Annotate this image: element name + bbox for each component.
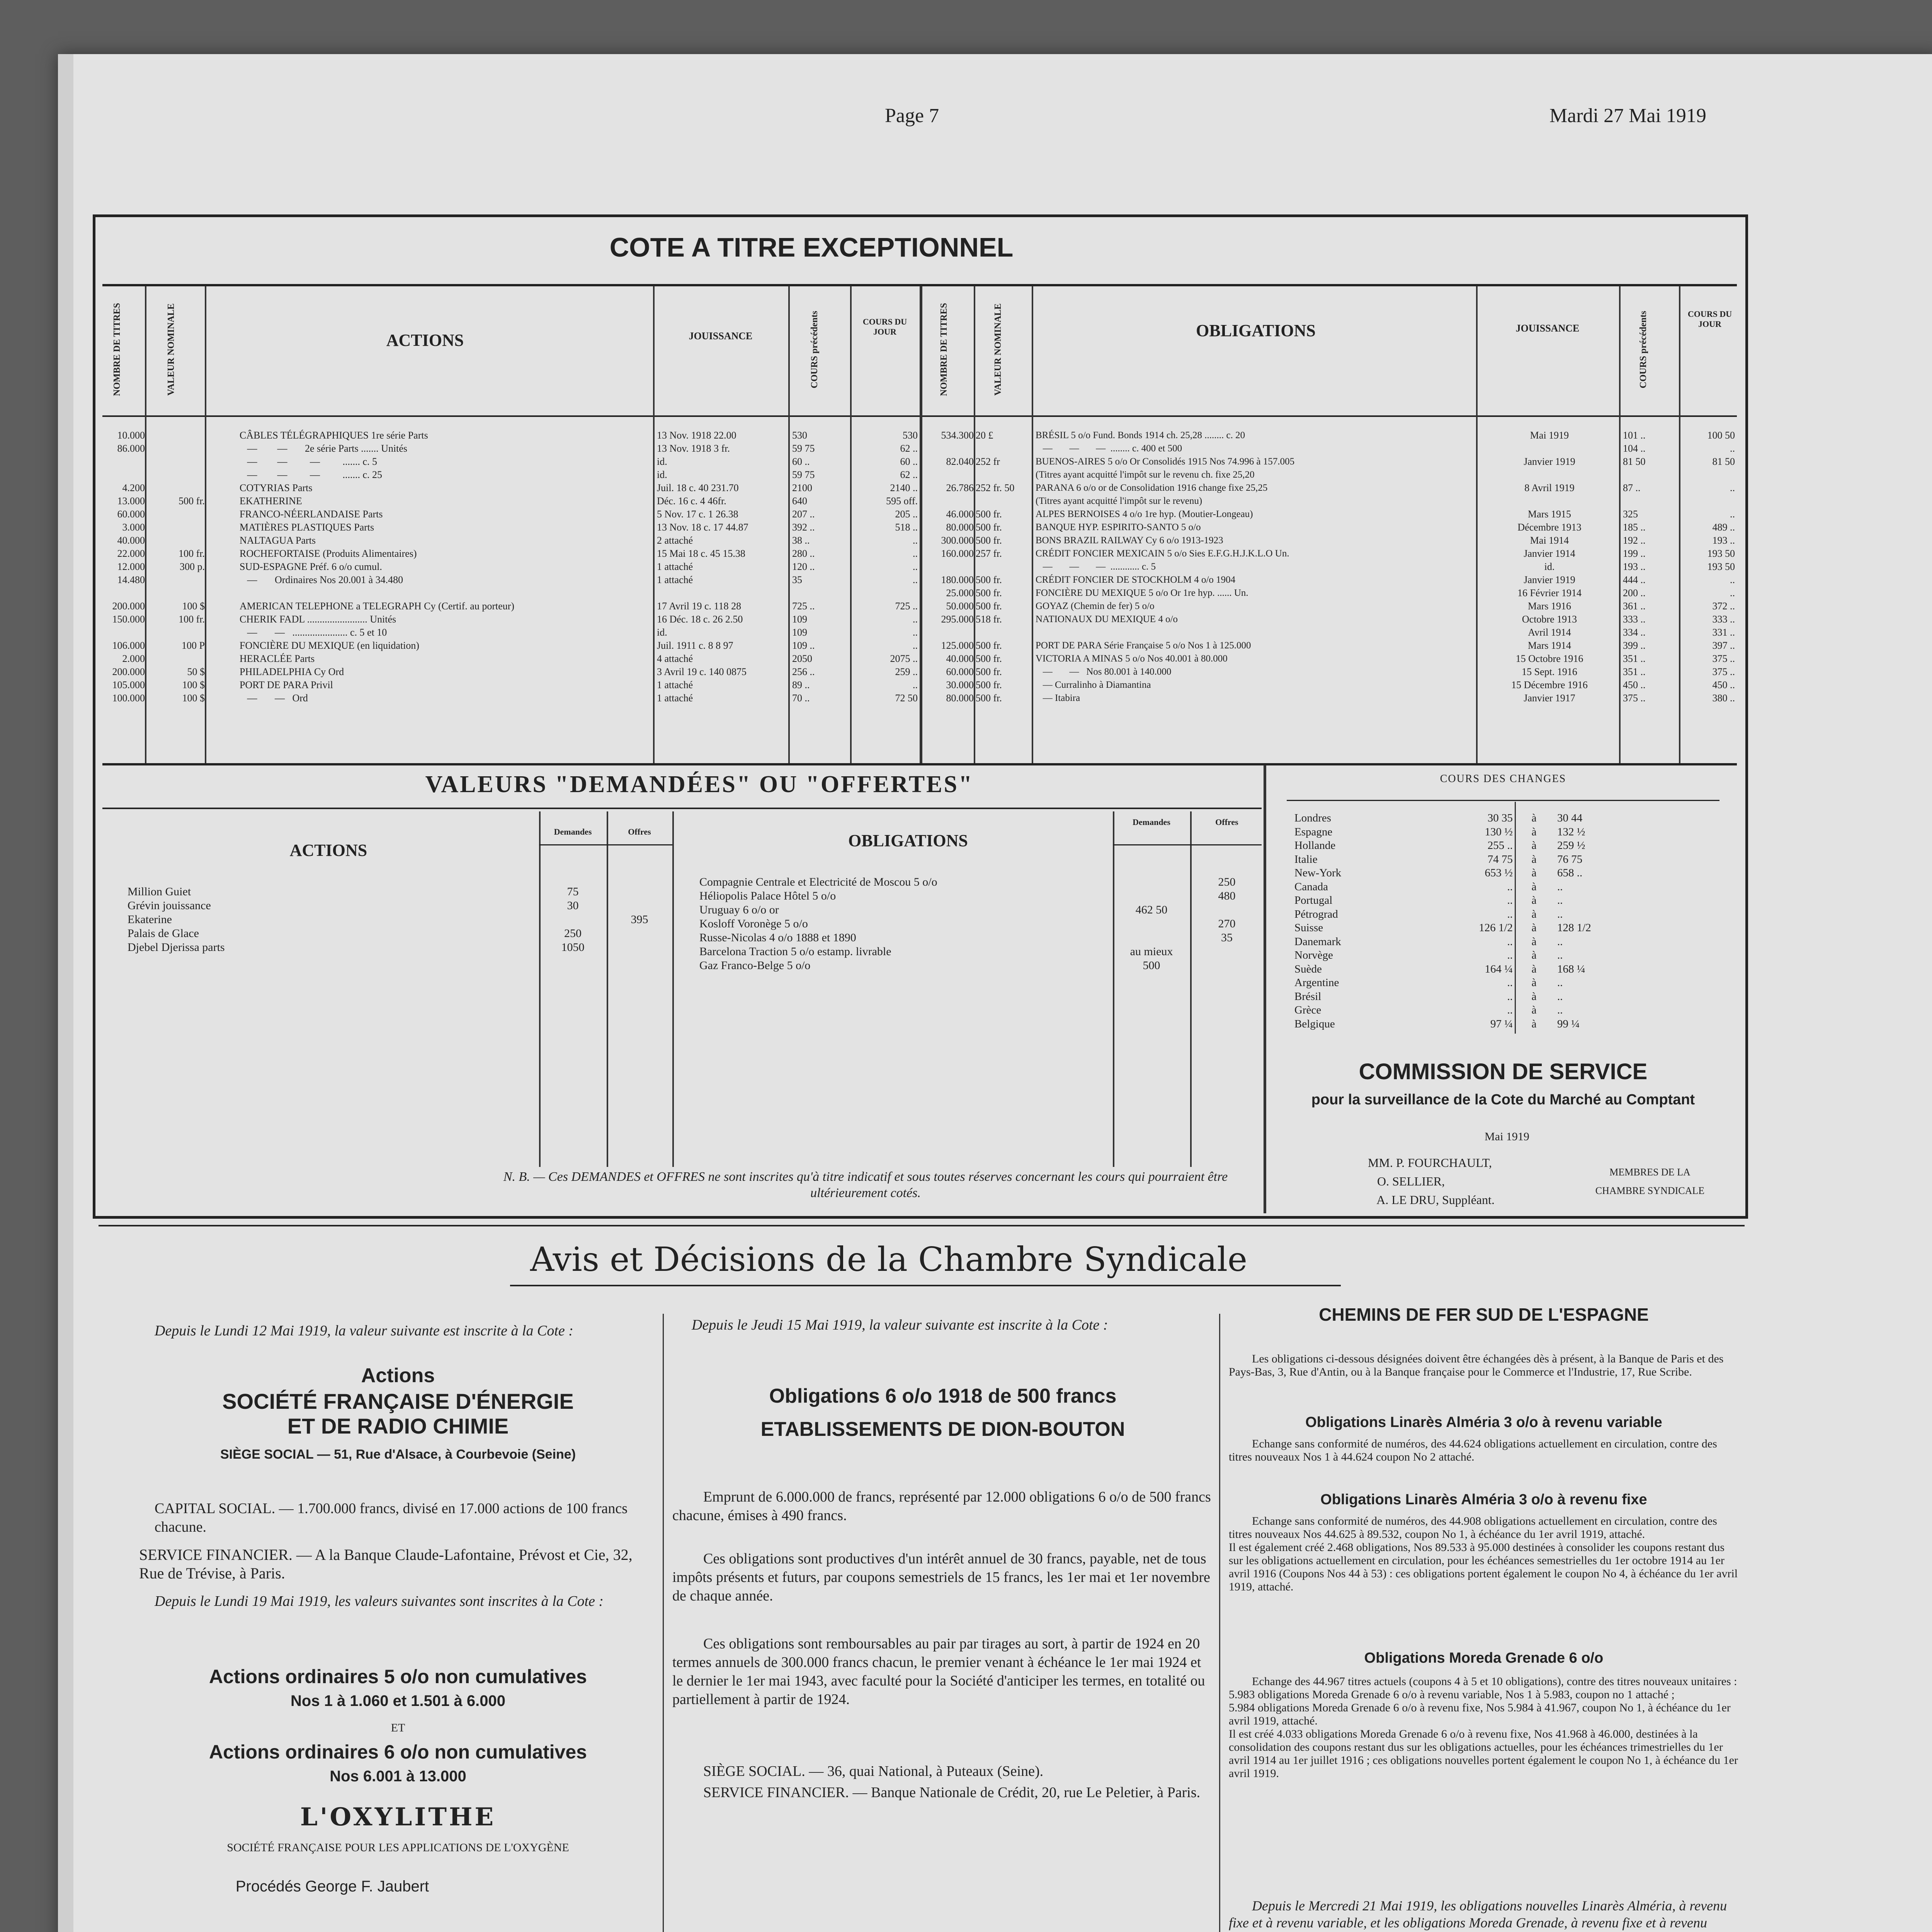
avis-col3-p5: Depuis le Mercredi 21 Mai 1919, les obligations nouvelles Linarès Alméria, à revenu fixe et à revenu variable, et les obligations Moreda Grenade, à revenu fixe et à revenu	[1229, 1898, 1727, 1930]
avis-col1-et: ET	[391, 1721, 405, 1734]
avis-col3-h1: Obligations Linarès Alméria 3 o/o à revenu variable	[1305, 1414, 1662, 1430]
right-nombre-values: 534.300 82.040 26.786 46.000 80.000 300.000 160.000 180.000 25.000 50.000 295.000 125.000 40.000 60.000 30.000 80.000	[941, 430, 974, 704]
demandes-title: VALEURS "DEMANDÉES" OU "OFFERTES"	[425, 771, 974, 798]
avis-col3-p3: Echange sans conformité de numéros, des 44.908 obligations actuellement en circulation, contre des titres nouveaux Nos 44.625 à 89.532, coupon No 1, à échéance du 1er avril 1919, attaché. Il est également créé 2.468 obligations, Nos 89.533 à 95.000 destinées à consolider les coupons restant dus sur les obligations actuellement en circulation, pour les échéances semestrielles du 1er octobre 1914 au 1er avril 1916 (Coupons Nos 44 à 53) : ces obligations portent également le coupon No 4, à échéance du 1er avril 1919, attaché.	[1229, 1515, 1738, 1593]
avis-col1-nos1: Nos 1 à 1.060 et 1.501 à 6.000	[291, 1692, 505, 1709]
left-jouissance-values: 13 Nov. 1918 22.00 13 Nov. 1918 3 fr. id. id. Juil. 18 c. 40 231.70 Déc. 16 c. 4 46fr. 5 Nov. 17 c. 1 26.38 13 Nov. 18 c. 17 44.87 2 attaché 15 Mai 18 c. 45 15.38 1 attaché 1 attaché 17 Avril 19 c. 118 28 16 Déc. 18 c. 26 2.50 id. Juil. 1911 c. 8 8 97 4 attaché 3 Avril 19 c. 140 0875 1 attaché 1 attaché	[657, 430, 748, 704]
demandes-oblig-off: 250 480 270 35	[1218, 876, 1236, 944]
changes-names: Londres Espagne Hollande Italie New-York Canada Portugal Pétrograd Suisse Danemark Norvège Suède Argentine Brésil Grèce Belgique	[1294, 812, 1342, 1030]
cote-title: COTE A TITRE EXCEPTIONNEL	[609, 232, 1014, 262]
col-cours-precedents: COURS précédents	[810, 311, 820, 389]
col-cours-jour: COURS DU JOUR	[862, 317, 907, 337]
avis-col2-title: Obligations 6 o/o 1918 de 500 francs ETABLISSEMENTS DE DION-BOUTON	[760, 1385, 1125, 1440]
avis-col1-procedes: Procédés George F. Jaubert	[235, 1878, 429, 1895]
avis-col2-service: SERVICE FINANCIER. — Banque Nationale de Crédit, 20, rue Le Peletier, à Paris.	[703, 1784, 1201, 1801]
col-jouissance-oblig: JOUISSANCE	[1515, 323, 1580, 334]
avis-col1-company: SOCIÉTÉ FRANÇAISE D'ÉNERGIE ET DE RADIO CHIMIE	[222, 1389, 574, 1438]
demandes-oblig-list: Compagnie Centrale et Electricité de Moscou 5 o/o Héliopolis Palace Hôtel 5 o/o Uruguay 6 o/o or Kosloff Voronège 5 o/o Russe-Nicolas 4 o/o 1888 et 1890 Barcelona Traction 5 o/o estamp. livrable Gaz Franco-Belge 5 o/o	[699, 876, 937, 972]
commission-month: Mai 1919	[1485, 1130, 1529, 1143]
col-cours-jour-oblig: COURS DU JOUR	[1687, 309, 1732, 329]
commission-subtitle: pour la surveillance de la Cote du Marché au Comptant	[1311, 1092, 1695, 1108]
page-gutter	[58, 54, 73, 1932]
col-cours-precedents-oblig: COURS précédents	[1638, 311, 1648, 389]
demandes-oblig-head: OBLIGATIONS	[848, 831, 968, 850]
demandes-oblig-dem: 462 50 au mieux 500	[1130, 903, 1173, 972]
avis-col2-p1: Emprunt de 6.000.000 de francs, représenté par 12.000 obligations 6 o/o de 500 francs chacune, émises à 490 francs.	[672, 1489, 1211, 1524]
demandes-oblig-off-head: Offres	[1215, 817, 1238, 827]
col-obligations: OBLIGATIONS	[1196, 321, 1316, 340]
page-date: Mardi 27 Mai 1919	[1549, 105, 1706, 127]
avis-col3-h3: Obligations Moreda Grenade 6 o/o	[1364, 1650, 1604, 1666]
avis-col1-oxylithe: L'OXYLITHE	[300, 1803, 496, 1832]
avis-col2-siege: SIÈGE SOCIAL. — 36, quai National, à Puteaux (Seine).	[703, 1763, 1044, 1779]
avis-col1-intro: Depuis le Lundi 12 Mai 1919, la valeur suivante est inscrite à la Cote :	[155, 1323, 573, 1339]
col-valeur-nominale: VALEUR NOMINALE	[166, 303, 176, 396]
avis-col3-p4: Echange des 44.967 titres actuels (coupons 4 à 5 et 10 obligations), contre des titres nouveaux unitaires : 5.983 obligations Moreda Grenade 6 o/o à revenu variable, Nos 1 à 5.983, coupon no 1 attaché ; 5.984 obligations Moreda Grenade 6 o/o à revenu fixe, Nos 5.984 à 41.967, coupon No 1, à échéance du 1er avril 1919, attaché. Il est créé 4.033 obligations Moreda Grenade 6 o/o à revenu fixe, Nos 41.968 à 46.000, destinées à la consolidation des coupons restant dus sur les obligations actuelles, pour les échéances trimestrielles du 1er avril 1914 au 1er juillet 1916 ; ces obligations nouvelles portent également le coupon No 1, à échéance du 1er avril 1919.	[1229, 1675, 1738, 1780]
left-valeur-values: 500 fr. 100 fr. 300 p. 100 $ 100 fr. 100 P 50 $ 100 $ 100 $	[179, 495, 205, 704]
avis-col3-h2: Obligations Linarès Alméria 3 o/o à revenu fixe	[1320, 1492, 1647, 1508]
col-actions: ACTIONS	[386, 331, 464, 350]
avis-col2-p3: Ces obligations sont remboursables au pair par tirages au sort, à partir de 1924 en 20 termes annuels de 300.000 francs chacun, le premier venant à échéance le 1er mai 1924 et le dernier le 1er mai 1943, avec faculté pour la Société d'anticiper les termes, en totalité ou partiellement à partir de 1924.	[672, 1636, 1205, 1708]
offres-head: Offres	[628, 827, 651, 837]
changes-low: 30 35 130 ½ 255 .. 74 75 653 ½ .. .. .. 126 1/2 .. .. 164 ¼ .. .. .. 97 ¼	[1479, 812, 1513, 1030]
right-obligations-list: BRÉSIL 5 o/o Fund. Bonds 1914 ch. 25,28 ........ c. 20 — — — ........ c. 400 et 500 BUENOS-AIRES 5 o/o Or Consolidés 1915 Nos 74.996 à 157.005 (Titres ayant acquitté l'impôt sur le revenu ch. fixe 25,20 PARANA 6 o/o or de Consolidation 1916 change fixe 25,25 (Titres ayant acquitté l'impôt sur le revenu) ALPES BERNOISES 4 o/o 1re hyp. (Moutier-Longeau) BANQUE HYP. ESPIRITO-SANTO 5 o/o BONS BRAZIL RAILWAY Cy 6 o/o 1913-1923 CRÉDIT FONCIER MEXICAIN 5 o/o Sies E.F.G.H.J.K.L.O Un. — — — ............ c. 5 CRÉDIT FONCIER DE STOCKHOLM 4 o/o 1904 FONCIÈRE DU MEXIQUE 5 o/o Or 1re hyp. ...... Un. GOYAZ (Chemin de fer) 5 o/o NATIONAUX DU MEXIQUE 4 o/o PORT DE PARA Série Française 5 o/o Nos 1 à 125.000 VICTORIA A MINAS 5 o/o Nos 40.001 à 80.000 — — Nos 80.001 à 140.000 — Curralinho à Diamantina — Itabira	[1036, 430, 1295, 703]
left-actions-list: CÂBLES TÉLÉGRAPHIQUES 1re série Parts — — 2e série Parts ....... Unités — — — ....... c. 5 — — — ....... c. 25 COTYRIAS Parts EKATHERINE FRANCO-NÉERLANDAISE Parts MATIÈRES PLASTIQUES Parts NALTAGUA Parts ROCHEFORTAISE (Produits Alimentaires) SUD-ESPAGNE Préf. 6 o/o cumul. — Ordinaires Nos 20.001 à 34.480 AMERICAN TELEPHONE a TELEGRAPH Cy (Certif. au porteur) CHERIK FADL ........................ Unités — — ...................... c. 5 et 10 FONCIÈRE DU MEXIQUE (en liquidation) HERACLÉE Parts PHILADELPHIA Cy Ord PORT DE PARA Privil — — Ord	[240, 430, 515, 704]
avis-col1-ord2: Actions ordinaires 6 o/o non cumulatives	[209, 1741, 587, 1763]
demandes-head: Demandes	[554, 827, 592, 837]
avis-col1-ord1: Actions ordinaires 5 o/o non cumulatives	[209, 1666, 587, 1687]
avis-col1-siege: SIÈGE SOCIAL — 51, Rue d'Alsace, à Courbevoie (Seine)	[220, 1447, 576, 1462]
left-nombre-values: 10.000 86.000 4.200 13.000 60.000 3.000 40.000 22.000 12.000 14.480 200.000 150.000 106.000 2.000 200.000 105.000 100.000	[112, 430, 145, 704]
left-cours-prec-values: 530 59 75 60 .. 59 75 2100 640 207 .. 392 .. 38 .. 280 .. 120 .. 35 725 .. 109 109 109 .. 2050 256 .. 89 .. 70 ..	[792, 430, 815, 704]
avis-col1-oxylithe-sub: SOCIÉTÉ FRANÇAISE POUR LES APPLICATIONS DE L'OXYGÈNE	[227, 1841, 569, 1854]
col-jouissance: JOUISSANCE	[689, 330, 753, 342]
left-cours-jour-values: 530 62 .. 60 .. 62 .. 2140 .. 595 off. 205 .. 518 .. .. .. .. .. 725 .. .. .. .. 2075 .. 259 .. .. 72 50	[886, 430, 918, 704]
demandes-actions-off: 395	[631, 913, 648, 926]
right-cours-prec-values: 101 .. 104 .. 81 50 87 .. 325 185 .. 192 .. 199 .. 193 .. 444 .. 200 .. 361 .. 333 .. 334 .. 399 .. 351 .. 351 .. 450 .. 375 ..	[1623, 430, 1646, 704]
demandes-oblig-dem-head: Demandes	[1133, 817, 1170, 827]
avis-col1-intro2: Depuis le Lundi 19 Mai 1919, les valeurs suivantes sont inscrites à la Cote :	[155, 1593, 604, 1609]
commission-role: MEMBRES DE LA CHAMBRE SYNDICALE	[1595, 1167, 1705, 1196]
commission-title: COMMISSION DE SERVICE	[1359, 1059, 1648, 1084]
demandes-actions-list: Million Guiet Grévin jouissance Ekaterine Palais de Glace Djebel Djerissa parts	[128, 885, 225, 954]
avis-title: Avis et Décisions de la Chambre Syndicale	[530, 1240, 1247, 1279]
avis-col3-title: CHEMINS DE FER SUD DE L'ESPAGNE	[1319, 1304, 1649, 1325]
avis-col1-actions: Actions	[361, 1364, 435, 1387]
demandes-actions-dem: 75 30 250 1050	[561, 885, 585, 954]
demandes-actions-head: ACTIONS	[289, 841, 367, 860]
commission-members: MM. P. FOURCHAULT, O. SELLIER, A. LE DRU, Suppléant.	[1368, 1156, 1495, 1207]
right-jouissance-values: Mai 1919 Janvier 1919 8 Avril 1919 Mars 1915 Décembre 1913 Mai 1914 Janvier 1914 id. Janvier 1919 16 Février 1914 Mars 1916 Octobre 1913 Avril 1914 Mars 1914 15 Octobre 1916 15 Sept. 1916 15 Décembre 1916 Janvier 1917	[1511, 430, 1588, 704]
avis-col1-nos2: Nos 6.001 à 13.000	[330, 1768, 466, 1785]
avis-col3-p2: Echange sans conformité de numéros, des 44.624 obligations actuellement en circulation, contre des titres nouveaux Nos 1 à 44.624 coupon No 2 attaché.	[1229, 1437, 1717, 1463]
page-number: Page 7	[885, 105, 939, 127]
col-valeur-nominale-oblig: VALEUR NOMINALE	[993, 303, 1003, 396]
right-cours-jour-values: 100 50 .. 81 50 .. .. 489 .. 193 .. 193 50 193 50 .. .. 372 .. 333 .. 331 .. 397 .. 375 .. 375 .. 450 .. 380 ..	[1707, 430, 1735, 704]
avis-col2-p2: Ces obligations sont productives d'un intérêt annuel de 30 francs, payable, net de tous impôts présents et futurs, par coupons semestriels de 15 francs, les 1er mai et 1er novembre de chaque année.	[672, 1551, 1210, 1604]
avis-col1-service: SERVICE FINANCIER. — A la Banque Claude-Lafontaine, Prévost et Cie, 32, Rue de Trévise, à Paris.	[139, 1546, 633, 1582]
changes-high: 30 44 132 ½ 259 ½ 76 75 658 .. .. .. .. 128 1/2 .. .. 168 ¼ .. .. .. 99 ¼	[1557, 812, 1591, 1030]
demandes-note: N. B. — Ces DEMANDES et OFFRES ne sont inscrites qu'à titre indicatif et sous toutes réserves concernant les cours qui pourraient être ultérieurement cotés.	[503, 1170, 1228, 1200]
right-valeur-values: 20 £ 252 fr 252 fr. 50 500 fr. 500 fr. 500 fr. 257 fr. 500 fr. 500 fr. 500 fr. 518 fr. 500 fr. 500 fr. 500 fr. 500 fr. 500 fr.	[976, 430, 1015, 704]
col-nombre-titres: NOMBRE DE TITRES	[112, 303, 122, 396]
avis-col3-p1: Les obligations ci-dessous désignées doivent être échangées dès à présent, à la Banque de Paris et des Pays-Bas, 3, Rue d'Antin, ou à la Banque française pour le Commerce et l'Industrie, 17, Rue Scribe.	[1229, 1352, 1724, 1378]
changes-title: COURS DES CHANGES	[1440, 773, 1566, 785]
avis-col2-intro: Depuis le Jeudi 15 Mai 1919, la valeur suivante est inscrite à la Cote :	[692, 1317, 1108, 1333]
changes-a: à à à à à à à à à à à à à à à à	[1531, 812, 1537, 1030]
col-nombre-titres-oblig: NOMBRE DE TITRES	[939, 303, 949, 396]
avis-col1-capital: CAPITAL SOCIAL. — 1.700.000 francs, divisé en 17.000 actions de 100 francs chacune.	[155, 1500, 628, 1535]
